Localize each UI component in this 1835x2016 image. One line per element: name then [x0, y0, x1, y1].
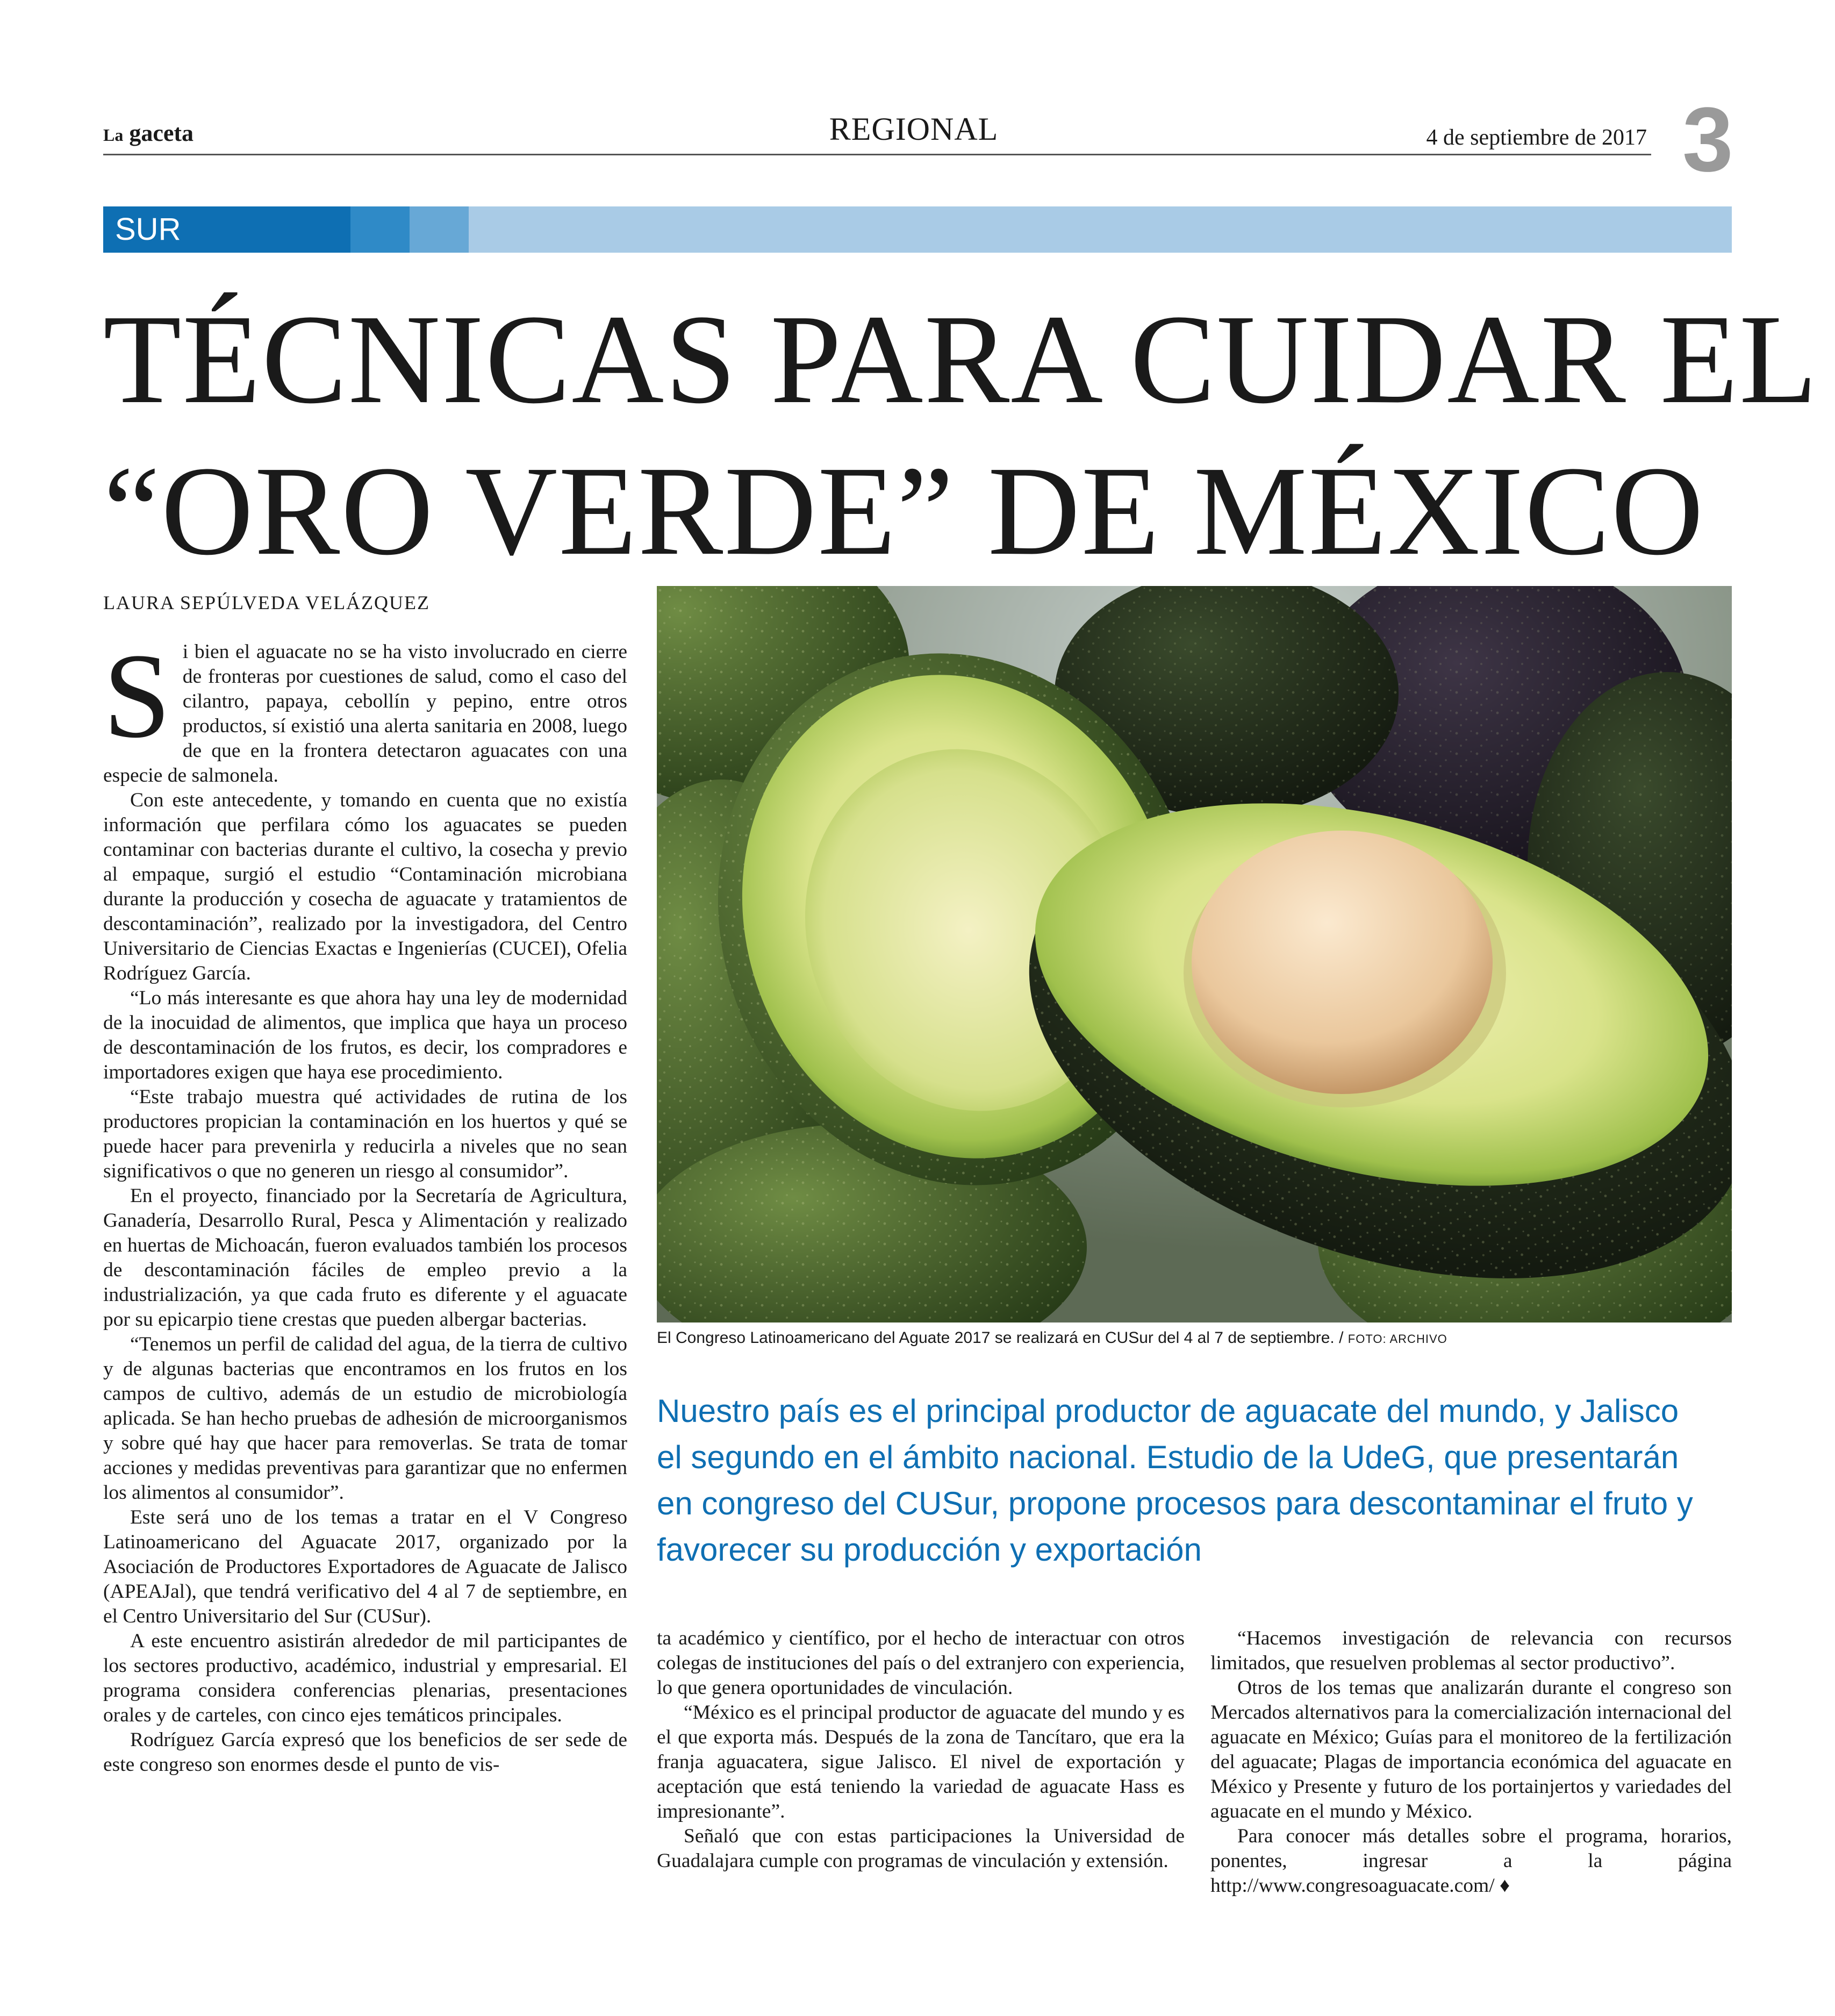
paragraph: ta académico y científico, por el hecho de interactuar con otros colegas de instituciones del país o del extranjero con experiencia, lo que genera oportunidades de vinculación. [657, 1627, 1185, 1699]
byline: LAURA SEPÚLVEDA VELÁZQUEZ [103, 592, 431, 613]
deck-line: en congreso del CUSur, propone procesos para descontaminar el fruto y [657, 1485, 1693, 1521]
avocado-photo [657, 586, 1732, 1322]
drop-cap: S [103, 628, 171, 763]
newspaper-logo: La gaceta [103, 120, 194, 146]
paragraph: Otros de los temas que analizarán durante el congreso son Mercados alternativos para la comercialización internacional del aguacate en México; Guías para el monitoreo de la fertilización del aguacate; Plagas de importancia económica del aguacate en México y Presente y futuro de los portainjertos y variedades del aguacate en el mundo y México. [1210, 1677, 1732, 1822]
headline-line-1: TÉCNICAS PARA CUIDAR EL [103, 289, 1819, 430]
article-column-3 [1210, 1626, 1732, 1898]
article-column-2 [657, 1626, 1185, 1874]
header-rule [103, 154, 1651, 155]
article-column-1 [103, 628, 627, 1777]
paragraph: “Tenemos un perfil de calidad del agua, de la tierra de cultivo y de algunas bacterias que encontramos en los frutos en los campos de cultivo, además de un estudio de microbiología aplicada. Se han hecho pruebas de adhesión de microorganismos y sobre qué hay que hacer para removerlas. Se trata de tomar acciones y medidas preventivas para garantizar que no enfermen los alimentos al consumidor”. [103, 1333, 627, 1504]
deck-line: Nuestro país es el principal productor de aguacate del mundo, y Jalisco [657, 1393, 1679, 1429]
section-bar-mid-block [350, 206, 410, 253]
photo-caption: El Congreso Latinoamericano del Aguate 2017 se realizará en CUSur del 4 al 7 de septiembre. / FOTO: ARCHIVO [657, 1329, 1447, 1347]
page-number: 3 [1682, 89, 1733, 191]
paragraph: Para conocer más detalles sobre el programa, horarios, ponentes, ingresar a la página http://www.congresoaguacate.com/ ♦ [1210, 1825, 1732, 1897]
deck-line: el segundo en el ámbito nacional. Estudio de la UdeG, que presentarán [657, 1439, 1679, 1475]
headline [103, 284, 1819, 587]
paragraph: i bien el aguacate no se ha visto involucrado en cierre de fronteras por cuestiones de salud, como el caso del cilantro, papaya, cebollín y pepino, entre otros productos, sí existió una alerta sanitaria en 2008, luego de que en la frontera detectaron aguacates con una especie de salmonela. [103, 641, 627, 787]
paragraph: “Este trabajo muestra qué actividades de rutina de los productores propician la contaminación en los huertos y qué se puede hacer para prevenirla y reducirla a niveles que no sean significativos o que no generen un riesgo al consumidor”. [103, 1086, 627, 1182]
paragraph: Con este antecedente, y tomando en cuenta que no existía información que perfilara cómo los aguacates se pueden contaminar con bacterias durante el cultivo, la cosecha y previo al empaque, surgió el estudio “Contaminación microbiana durante la producción y cosecha de aguacate y tratamientos de descontaminación”, realizado por la investigadora, del Centro Universitario de Ciencias Exactas e Ingenierías (CUCEI), Ofelia Rodríguez García. [103, 789, 627, 984]
paragraph: En el proyecto, financiado por la Secretaría de Agricultura, Ganadería, Desarrollo Rural, Pesca y Alimentación y realizado en huertas de Michoacán, fueron evaluados también los procesos de descontaminación fáciles de empleo previo a la industrialización, ya que cada fruto es diferente y el aguacate por su epicarpio tiene crestas que pueden albergar bacterias. [103, 1185, 627, 1331]
section-bar-light-block [410, 206, 469, 253]
paragraph: “Hacemos investigación de relevancia con recursos limitados, que resuelven problemas al sector productivo”. [1210, 1627, 1732, 1674]
paragraph: Señaló que con estas participaciones la Universidad de Guadalajara cumple con programas de vinculación y extensión. [657, 1825, 1185, 1872]
paragraph: Rodríguez García expresó que los beneficios de ser sede de este congreso son enormes desde el punto de vis- [103, 1729, 627, 1776]
headline-line-2: “ORO VERDE” DE MÉXICO [103, 440, 1705, 582]
article-deck [657, 1388, 1732, 1573]
paragraph: A este encuentro asistirán alrededor de mil participantes de los sectores productivo, académico, industrial y empresarial. El programa considera conferencias plenarias, presentaciones orales y de carteles, con cinco ejes temáticos principales. [103, 1630, 627, 1726]
issue-date: 4 de septiembre de 2017 [1426, 125, 1647, 150]
section-title: REGIONAL [829, 111, 999, 147]
paragraph: “México es el principal productor de aguacate del mundo y es el que exporta más. Después de la zona de Tancítaro, que era la franja aguacatera, sigue Jalisco. El nivel de exportación y aceptación que está teniendo la variedad de aguacate Hass es impresionante”. [657, 1702, 1185, 1822]
section-label: SUR [115, 212, 181, 247]
paragraph: “Lo más interesante es que ahora hay una ley de modernidad de la inocuidad de alimentos, que implica que haya un proceso de descontaminación de los frutos, es decir, los compradores e importadores exigen que haya ese procedimiento. [103, 987, 627, 1083]
photo-credit: FOTO: ARCHIVO [1347, 1332, 1447, 1346]
paragraph: Este será uno de los temas a tratar en el V Congreso Latinoamericano del Aguacate 2017, organizado por la Asociación de Productores Exportadores de Aguacate de Jalisco (APEAJal), que tendrá verificativo del 4 al 7 de septiembre, en el Centro Universitario del Sur (CUSur). [103, 1506, 627, 1627]
deck-line: favorecer su producción y exportación [657, 1532, 1202, 1568]
